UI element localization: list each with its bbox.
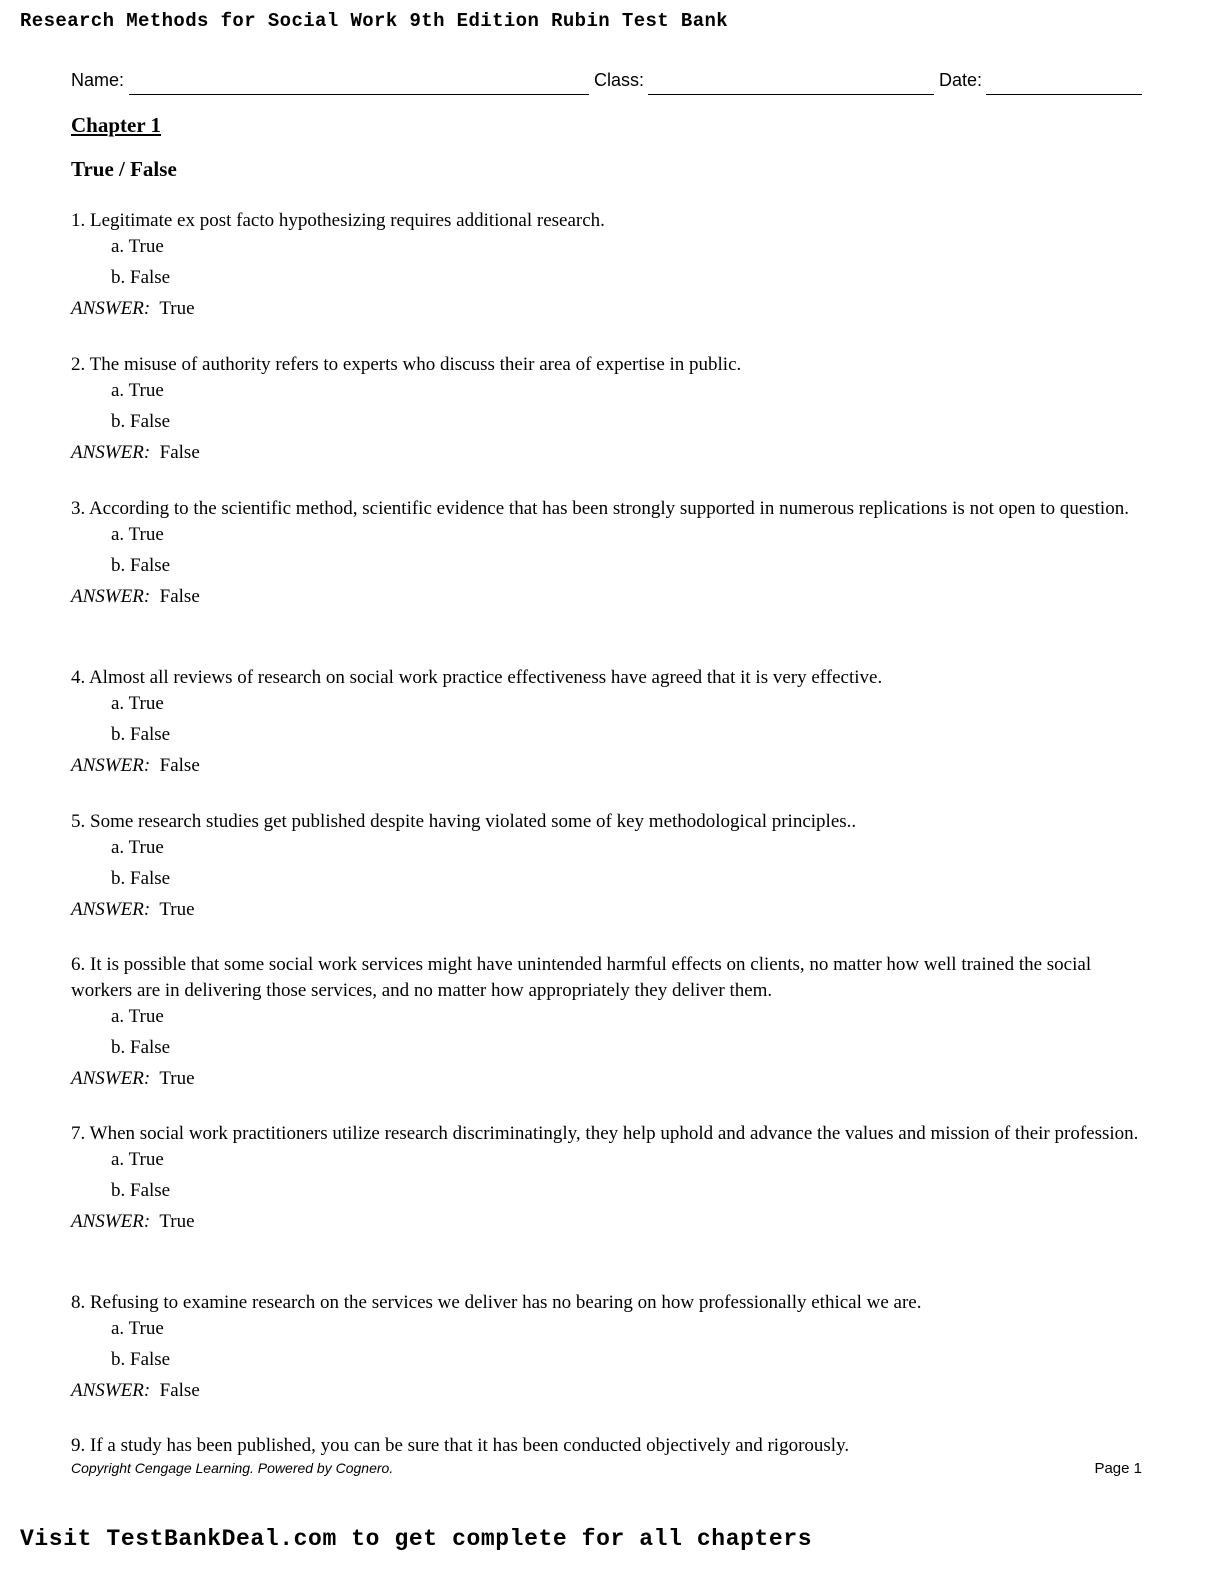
option-true: a. True (111, 524, 164, 545)
footer-copyright: Copyright Cengage Learning. Powered by Cognero. (71, 1460, 394, 1476)
option-true: a. True (111, 837, 164, 858)
answer-label: ANSWER: (71, 1211, 151, 1232)
question-stem: 6. It is possible that some social work services might have unintended harmful effects on clients, no matter how well trained the social workers are in delivering those services, and no matter how appropriately they deliver them. (71, 954, 1092, 1001)
option-false: b. False (111, 555, 171, 576)
answer-value: True (159, 899, 195, 920)
question-2 (71, 352, 1146, 466)
class-field-line[interactable] (648, 94, 934, 95)
question-8 (71, 1290, 1146, 1404)
answer-value: False (159, 755, 200, 776)
answer-line (71, 897, 1146, 923)
student-info-fields (71, 70, 1142, 98)
name-field-line[interactable] (129, 94, 589, 95)
option-false: b. False (111, 724, 171, 745)
option-true: a. True (111, 693, 164, 714)
answer-label: ANSWER: (71, 442, 151, 463)
option-false: b. False (111, 1037, 171, 1058)
answer-line (71, 1378, 1146, 1404)
question-5 (71, 809, 1146, 923)
question-6 (71, 952, 1146, 1092)
option-true: a. True (111, 236, 164, 257)
question-stem: 3. According to the scientific method, scientific evidence that has been strongly supported in numerous replications is not open to question. (71, 498, 1129, 519)
chapter-title: Chapter 1 (71, 113, 162, 137)
answer-line (71, 296, 1146, 322)
option-true: a. True (111, 1149, 164, 1170)
question-4 (71, 665, 1146, 779)
answer-label: ANSWER: (71, 899, 151, 920)
date-label: Date: (939, 70, 983, 90)
option-false: b. False (111, 1180, 171, 1201)
question-9 (71, 1433, 1146, 1459)
banner-promo: Visit TestBankDeal.com to get complete for all chapters (20, 1526, 813, 1552)
answer-label: ANSWER: (71, 586, 151, 607)
option-true: a. True (111, 1318, 164, 1339)
answer-label: ANSWER: (71, 298, 151, 319)
answer-line (71, 1066, 1146, 1092)
option-true: a. True (111, 1006, 164, 1027)
question-1 (71, 208, 1146, 322)
answer-value: False (159, 586, 200, 607)
question-stem: 8. Refusing to examine research on the services we deliver has no bearing on how professionally ethical we are. (71, 1292, 922, 1313)
question-stem: 5. Some research studies get published despite having violated some of key methodological principles.. (71, 811, 857, 832)
class-label: Class: (594, 70, 645, 90)
question-stem: 7. When social work practitioners utilize research discriminatingly, they help uphold and advance the values and mission of their profession. (71, 1123, 1139, 1144)
answer-value: False (159, 1380, 200, 1401)
answer-label: ANSWER: (71, 1068, 151, 1089)
page-number: Page 1 (1094, 1460, 1142, 1477)
answer-value: True (159, 1068, 195, 1089)
section-title: True / False (71, 157, 177, 181)
answer-line (71, 440, 1146, 466)
answer-label: ANSWER: (71, 755, 151, 776)
date-field-line[interactable] (986, 94, 1142, 95)
question-stem: 9. If a study has been published, you can be sure that it has been conducted objectively and rigorously. (71, 1435, 850, 1456)
answer-value: True (159, 1211, 195, 1232)
question-stem: 4. Almost all reviews of research on social work practice effectiveness have agreed that it is very effective. (71, 667, 883, 688)
question-stem: 2. The misuse of authority refers to experts who discuss their area of expertise in public. (71, 354, 742, 375)
answer-label: ANSWER: (71, 1380, 151, 1401)
answer-line (71, 1209, 1146, 1235)
option-false: b. False (111, 1349, 171, 1370)
question-7 (71, 1121, 1146, 1235)
option-false: b. False (111, 868, 171, 889)
name-label: Name: (71, 70, 125, 90)
answer-value: False (159, 442, 200, 463)
option-true: a. True (111, 380, 164, 401)
answer-line (71, 584, 1146, 610)
option-false: b. False (111, 411, 171, 432)
answer-line (71, 753, 1146, 779)
question-3 (71, 496, 1146, 610)
answer-value: True (159, 298, 195, 319)
banner-title: Research Methods for Social Work 9th Edition Rubin Test Bank (20, 10, 729, 32)
question-stem: 1. Legitimate ex post facto hypothesizing requires additional research. (71, 210, 605, 231)
option-false: b. False (111, 267, 171, 288)
